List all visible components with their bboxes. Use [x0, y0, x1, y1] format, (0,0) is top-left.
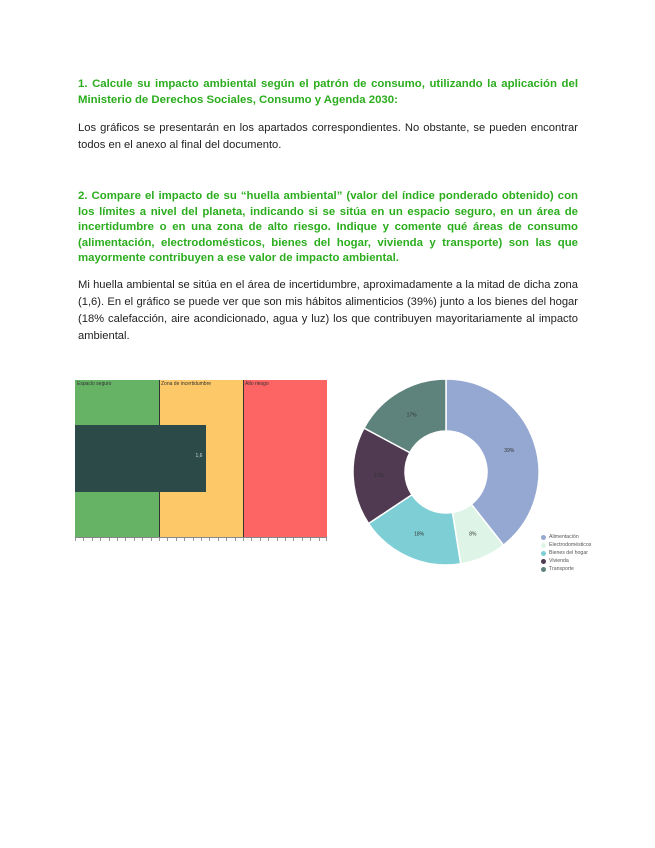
x-axis-tick — [75, 538, 76, 541]
x-axis-tick — [319, 538, 320, 541]
donut-legend — [541, 533, 591, 573]
legend-item — [541, 557, 591, 565]
impact-zone-chart — [75, 380, 327, 545]
x-axis-tick — [226, 538, 227, 541]
legend-label: Bienes del hogar — [549, 550, 588, 556]
x-axis-tick — [193, 538, 194, 541]
legend-swatch — [541, 551, 546, 556]
legend-swatch — [541, 543, 546, 548]
x-axis-tick — [326, 538, 327, 541]
x-axis-tick — [100, 538, 101, 541]
donut-slice-label: 8% — [469, 531, 477, 538]
x-axis-tick — [293, 538, 294, 541]
donut-slice-label: 18% — [414, 531, 425, 538]
x-axis-tick — [209, 538, 210, 541]
donut-slice-label: 17% — [406, 412, 417, 419]
legend-label: Alimentación — [549, 534, 579, 540]
x-axis-tick — [125, 538, 126, 541]
section-2-paragraph: Mi huella ambiental se sitúa en el área de incertidumbre, aproximadamente a la mitad de dicha zona (1,6). En el gráfico se puede ver que son mis hábitos alimenticios (39%) junto a los bienes del hogar (18% calefacción, aire acondicionado, agua y luz) los que contribuyen mayoritariamente al impacto ambiental. — [78, 279, 578, 342]
zone-divider — [243, 380, 244, 537]
zone-label-high-risk: Alto riesgo — [245, 381, 269, 387]
legend-label: Vivienda — [549, 558, 569, 564]
x-axis-tick — [235, 538, 236, 541]
x-axis-tick — [167, 538, 168, 541]
impact-value-label: 1,6 — [195, 453, 203, 459]
x-axis-tick — [218, 538, 219, 541]
zone-label-uncertainty: Zona de incertidumbre — [161, 381, 212, 387]
legend-swatch — [541, 535, 546, 540]
legend-swatch — [541, 559, 546, 564]
x-axis-tick — [277, 538, 278, 541]
x-axis-tick — [109, 538, 110, 541]
section-1-heading: 1. Calcule su impacto ambiental según el patrón de consumo, utilizando la aplicación del Ministerio de Derechos Sociales, Consumo y Agenda 2030: — [78, 78, 578, 106]
x-axis-tick — [260, 538, 261, 541]
x-axis-tick — [184, 538, 185, 541]
x-axis-tick — [92, 538, 93, 541]
section-2-heading: 2. Compare el impacto de su “huella ambiental” (valor del índice ponderado obtenido) con los límites a nivel del planeta, indicando si se sitúa en un espacio seguro, en un área de incertidumbre o en una zona de alto riesgo. Indique y comente qué áreas de consumo (alimentación, electrodomésticos, bienes del hogar, vivienda y transporte) son las que mayormente contribuyen a ese valor de impacto ambiental. — [78, 190, 578, 265]
legend-item — [541, 541, 591, 549]
donut-slice-label: 39% — [504, 448, 515, 455]
legend-label: Electrodomésticos — [549, 542, 592, 548]
x-axis-tick — [159, 538, 160, 541]
x-axis-tick — [302, 538, 303, 541]
x-axis-tick — [134, 538, 135, 541]
donut-slice-label: 17% — [374, 473, 385, 480]
legend-item — [541, 549, 591, 557]
x-axis-tick — [251, 538, 252, 541]
legend-label: Transporte — [549, 566, 574, 572]
x-axis-tick — [285, 538, 286, 541]
x-axis-tick — [151, 538, 152, 541]
x-axis-tick — [268, 538, 269, 541]
zone-label-safe: Espacio seguro — [77, 381, 112, 387]
legend-item — [541, 533, 591, 541]
consumption-donut-chart — [353, 379, 539, 565]
x-axis-tick — [201, 538, 202, 541]
zone-high-risk — [243, 380, 327, 537]
x-axis-tick — [83, 538, 84, 541]
legend-swatch — [541, 567, 546, 572]
x-axis-tick — [117, 538, 118, 541]
x-axis-tick — [176, 538, 177, 541]
legend-item — [541, 565, 591, 573]
section-1-paragraph: Los gráficos se presentarán en los apartados correspondientes. No obstante, se pueden encontrar todos en el anexo al final del documento. — [78, 122, 578, 151]
x-axis-tick — [310, 538, 311, 541]
impact-value-bar — [75, 425, 206, 492]
x-axis-tick — [243, 538, 244, 541]
x-axis-tick — [142, 538, 143, 541]
